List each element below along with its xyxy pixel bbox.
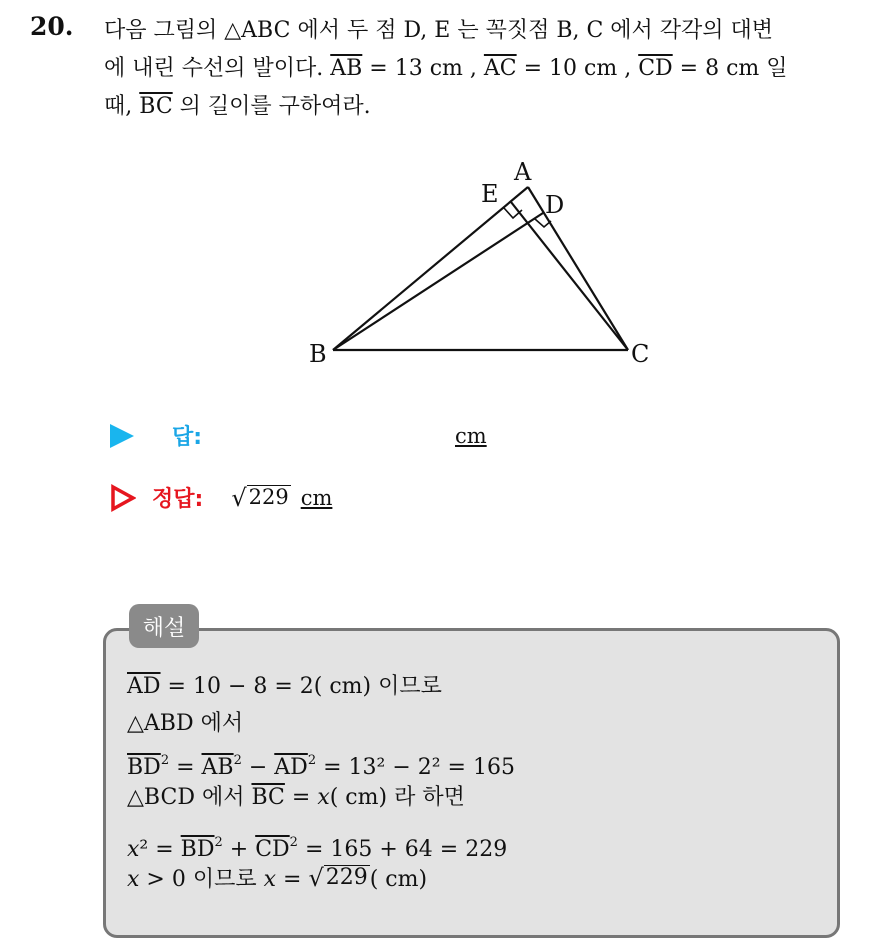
segment-bd bbox=[333, 213, 543, 350]
variable-x: x bbox=[127, 867, 140, 892]
segment-ad: $\overline{AD}$ bbox=[127, 674, 161, 699]
text: ( cm) 라 하면 bbox=[329, 785, 465, 810]
solution-line-3 bbox=[127, 742, 515, 779]
question-text bbox=[104, 12, 864, 126]
question-line-1: 다음 그림의 △ABC 에서 두 점 D, E 는 꼭짓점 B, C 에서 각각의 대변 bbox=[104, 18, 774, 43]
segment-ac: $\overline{AC}$ bbox=[483, 56, 517, 81]
segment-bc: $\overline{BC}$ bbox=[251, 785, 285, 810]
solution-line-6 bbox=[127, 861, 515, 898]
exponent: 2 bbox=[233, 753, 242, 768]
segment-bc: $\overline{BC}$ bbox=[139, 94, 173, 119]
sqrt-expression bbox=[308, 865, 369, 890]
segment-ad: $\overline{AD}$ bbox=[274, 755, 308, 780]
text: 때, bbox=[104, 94, 140, 119]
label-d: D bbox=[545, 191, 565, 219]
segment-ce bbox=[511, 202, 628, 350]
question-number: 20. bbox=[30, 12, 74, 41]
right-angle-e bbox=[504, 208, 522, 218]
segment-cd: $\overline{CD}$ bbox=[255, 837, 290, 862]
question-line-3 bbox=[104, 88, 864, 126]
correct-answer-row bbox=[110, 482, 332, 513]
segment-ab: $\overline{AB}$ bbox=[330, 56, 363, 81]
text: = 8 cm 일 bbox=[672, 56, 788, 81]
exponent: 2 bbox=[214, 835, 223, 850]
question-line-2 bbox=[104, 50, 864, 88]
text: = 13² − 2² = 165 bbox=[316, 755, 515, 780]
answer-unit: cm bbox=[455, 424, 487, 448]
solution-line-4 bbox=[127, 779, 515, 816]
variable-x: x bbox=[263, 867, 277, 892]
text: + bbox=[222, 837, 256, 862]
correct-answer-label: 정답: bbox=[152, 487, 204, 512]
text: = 165 + 64 = 229 bbox=[297, 837, 508, 862]
side-ab bbox=[333, 187, 528, 350]
text: = bbox=[276, 867, 309, 892]
exponent: 2 bbox=[307, 753, 317, 768]
triangle-figure bbox=[300, 150, 670, 390]
play-filled-icon bbox=[110, 424, 134, 448]
answer-label: 답: bbox=[172, 425, 203, 450]
text: = bbox=[169, 755, 202, 780]
play-outline-icon bbox=[110, 484, 136, 512]
text: = bbox=[148, 837, 181, 862]
label-e: E bbox=[481, 180, 499, 208]
variable-x: x bbox=[317, 785, 330, 810]
text: ² bbox=[139, 837, 149, 862]
exponent: 2 bbox=[160, 753, 170, 768]
text: ( cm) bbox=[369, 867, 428, 892]
text: = bbox=[284, 785, 318, 810]
solution-text bbox=[127, 668, 515, 898]
exponent: 2 bbox=[289, 835, 298, 850]
segment-bd: $\overline{BD}$ bbox=[127, 755, 161, 780]
segment-bd: $\overline{BD}$ bbox=[180, 837, 215, 862]
radicand: 229 bbox=[248, 485, 289, 510]
segment-ab: $\overline{AB}$ bbox=[201, 755, 234, 780]
answer-row bbox=[110, 420, 202, 451]
solution-line-2: △ABD 에서 bbox=[127, 711, 244, 736]
correct-answer-unit: cm bbox=[300, 485, 333, 510]
text: − bbox=[241, 755, 275, 780]
solution-line-1 bbox=[127, 668, 515, 705]
segment-cd: $\overline{CD}$ bbox=[638, 56, 673, 81]
text: = 13 cm , bbox=[362, 56, 484, 81]
radicand: 229 bbox=[325, 864, 368, 890]
text: △BCD 에서 bbox=[127, 785, 252, 810]
sqrt-expression bbox=[231, 483, 290, 512]
variable-x: x bbox=[127, 837, 140, 862]
label-b: B bbox=[309, 340, 327, 368]
solution-tag: 해설 bbox=[129, 604, 199, 648]
text: 에 내린 수선의 발이다. bbox=[104, 56, 331, 81]
radical-sign: √ bbox=[231, 483, 247, 512]
text: = 10 − 8 = 2( cm) 이므로 bbox=[160, 674, 442, 699]
solution-line-5 bbox=[127, 824, 515, 861]
correct-answer-value bbox=[231, 483, 333, 512]
text: > 0 이므로 bbox=[139, 867, 264, 892]
text: 의 길이를 구하여라. bbox=[172, 94, 371, 119]
label-a: A bbox=[514, 158, 532, 186]
text: = 10 cm , bbox=[516, 56, 639, 81]
label-c: C bbox=[631, 340, 650, 368]
radical-sign: √ bbox=[308, 864, 324, 892]
side-ac bbox=[528, 187, 628, 350]
